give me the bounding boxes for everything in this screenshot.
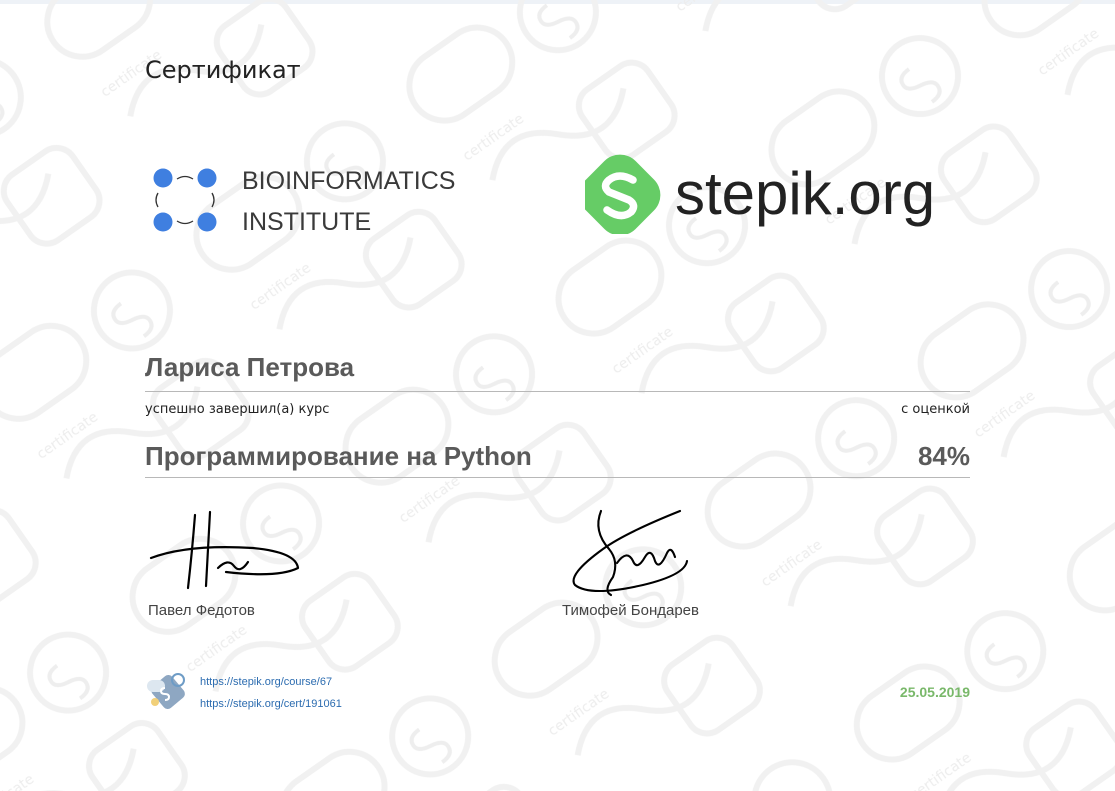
signer-name: Павел Федотов xyxy=(148,602,255,619)
stepik-logo xyxy=(585,152,980,234)
bioinformatics-dots-icon xyxy=(154,169,217,232)
bioinformatics-institute-logo xyxy=(150,165,490,241)
certificate-heading: Сертификат xyxy=(145,56,301,84)
grade-label: с оценкой xyxy=(901,402,970,417)
name-divider xyxy=(145,391,970,392)
signature-fedotov xyxy=(148,508,308,592)
signer-name: Тимофей Бондарев xyxy=(562,602,699,619)
course-divider xyxy=(145,477,970,478)
completed-text: успешно завершил(а) курс xyxy=(145,402,330,417)
signature-bondarev xyxy=(565,505,695,599)
issuer-line1: BIOINFORMATICS xyxy=(242,167,456,195)
issue-date: 25.05.2019 xyxy=(899,684,970,700)
course-link[interactable]: https://stepik.org/course/67 xyxy=(200,676,333,688)
course-title: Программирование на Python xyxy=(145,441,532,471)
stepik-icon xyxy=(585,152,669,234)
recipient-name: Лариса Петрова xyxy=(145,352,355,382)
stepik-wordmark: stepik.org xyxy=(675,160,936,227)
certificate-link[interactable]: https://stepik.org/cert/191061 xyxy=(200,698,342,710)
grade-value: 84% xyxy=(917,441,970,471)
certificate-badge-icon xyxy=(145,670,189,712)
issuer-line2: INSTITUTE xyxy=(242,208,372,236)
